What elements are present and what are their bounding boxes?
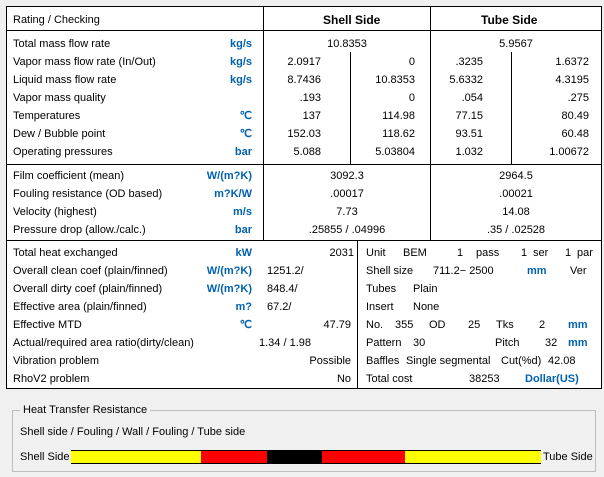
row-label: Fouling resistance (OD based) bbox=[13, 188, 163, 200]
pitch-unit: mm bbox=[568, 337, 588, 349]
tube-out-value: 80.49 bbox=[561, 110, 589, 122]
shell-in-value: 152.03 bbox=[287, 128, 321, 140]
tube-in-value: 77.15 bbox=[455, 110, 483, 122]
shell-in-value: .193 bbox=[299, 92, 321, 104]
resistance-segment-shell-side bbox=[71, 450, 201, 464]
tube-out-value: 60.48 bbox=[561, 128, 589, 140]
row-unit: kg/s bbox=[229, 38, 252, 50]
row-value: 47.79 bbox=[323, 319, 351, 331]
tube-out-value: 1.00672 bbox=[549, 146, 589, 158]
insert-value: None bbox=[413, 301, 440, 313]
tube-value: .35 / .02528 bbox=[486, 224, 546, 236]
row-unit: kg/s bbox=[229, 56, 252, 68]
row-label: Total mass flow rate bbox=[13, 38, 111, 50]
shell-out-value: 114.98 bbox=[382, 110, 415, 122]
divider bbox=[7, 30, 601, 31]
row-value: 1.34 / 1.98 bbox=[259, 337, 311, 349]
shell-value: 7.73 bbox=[336, 206, 358, 218]
pitch-label: Pitch bbox=[495, 337, 520, 349]
shell-out-value: 118.62 bbox=[382, 128, 415, 140]
row-unit: kg/s bbox=[229, 74, 252, 86]
total-cost-value: 38253 bbox=[469, 373, 500, 385]
tube-in-value: 93.51 bbox=[455, 128, 483, 140]
row-unit: W/(m?K) bbox=[206, 265, 252, 277]
tube-no-value: 355 bbox=[395, 319, 414, 331]
row-unit: kW bbox=[235, 247, 252, 259]
par-count: 1 bbox=[565, 247, 572, 259]
par-label: par bbox=[577, 247, 593, 259]
row-label: Overall dirty coef (plain/finned) bbox=[13, 283, 163, 295]
resistance-segment-wall bbox=[267, 450, 322, 464]
pattern-label: Pattern bbox=[366, 337, 402, 349]
row-label: Operating pressures bbox=[13, 146, 113, 158]
tube-side-label: Tube Side bbox=[543, 451, 593, 463]
divider bbox=[7, 164, 601, 165]
row-unit: W/(m?K) bbox=[206, 170, 252, 182]
row-unit: m? bbox=[235, 301, 252, 313]
row-label: Actual/required area ratio(dirty/clean) bbox=[13, 337, 194, 349]
cut-label: Cut(%d) bbox=[501, 355, 542, 367]
shell-value: 10.8353 bbox=[327, 38, 367, 50]
shell-in-value: 2.0917 bbox=[287, 56, 321, 68]
tube-value: .00021 bbox=[499, 188, 533, 200]
row-label: Effective MTD bbox=[13, 319, 82, 331]
row-value: 2031 bbox=[329, 247, 354, 259]
od-label: OD bbox=[429, 319, 446, 331]
row-unit: ℃ bbox=[239, 319, 252, 331]
row-label: Temperatures bbox=[13, 110, 81, 122]
row-label: Effective area (plain/finned) bbox=[13, 301, 147, 313]
row-label: Velocity (highest) bbox=[13, 206, 97, 218]
row-unit: ℃ bbox=[239, 128, 252, 140]
shell-value: .25855 / .04996 bbox=[308, 224, 386, 236]
resistance-title: Heat Transfer Resistance bbox=[20, 403, 150, 417]
row-unit: bar bbox=[234, 146, 252, 158]
tks-unit: mm bbox=[568, 319, 588, 331]
tube-side-header: Tube Side bbox=[481, 13, 538, 27]
shell-side-header: Shell Side bbox=[323, 13, 381, 27]
total-cost-label: Total cost bbox=[366, 373, 413, 385]
tube-no-label: No. bbox=[366, 319, 384, 331]
tks-label: Tks bbox=[496, 319, 514, 331]
row-label: Vapor mass quality bbox=[13, 92, 106, 104]
tube-value: 2964.5 bbox=[499, 170, 533, 182]
shell-size-value: 711.2− 2500 bbox=[433, 265, 494, 277]
results-table bbox=[6, 6, 602, 389]
row-unit: bar bbox=[234, 224, 252, 236]
row-value: 848.4/ bbox=[267, 283, 298, 295]
tube-out-value: .275 bbox=[567, 92, 589, 104]
shell-size-label: Shell size bbox=[366, 265, 414, 277]
tube-out-value: 4.3195 bbox=[555, 74, 589, 86]
shell-in-value: 5.088 bbox=[293, 146, 321, 158]
shell-out-value: 5.03804 bbox=[375, 146, 415, 158]
row-label: Vapor mass flow rate (In/Out) bbox=[13, 56, 156, 68]
row-value: No bbox=[336, 373, 351, 385]
row-unit: m/s bbox=[233, 206, 252, 218]
cut-value: 42.08 bbox=[548, 355, 576, 367]
row-value: 1251.2/ bbox=[267, 265, 304, 277]
baffles-label: Baffles bbox=[366, 355, 400, 367]
pitch-value: 32 bbox=[545, 337, 558, 349]
pass-label: pass bbox=[476, 247, 500, 259]
header-title: Rating / Checking bbox=[13, 14, 100, 26]
ser-label: ser bbox=[533, 247, 549, 259]
row-unit: W/(m?K) bbox=[206, 283, 252, 295]
row-label: Total heat exchanged bbox=[13, 247, 118, 259]
row-label: Dew / Bubble point bbox=[13, 128, 106, 140]
unit-value: BEM bbox=[403, 247, 427, 259]
shell-side-label: Shell Side bbox=[20, 451, 70, 463]
shell-orientation: Ver bbox=[570, 265, 587, 277]
shell-out-value: 0 bbox=[408, 92, 415, 104]
shell-in-value: 8.7436 bbox=[287, 74, 321, 86]
row-unit: ℃ bbox=[239, 110, 252, 122]
shell-size-unit: mm bbox=[527, 265, 547, 277]
resistance-segment-tube-side bbox=[405, 450, 541, 464]
shell-in-value: 137 bbox=[302, 110, 321, 122]
resistance-segment-fouling-tube bbox=[322, 450, 405, 464]
resistance-subtitle: Shell side / Fouling / Wall / Fouling / Tube side bbox=[20, 426, 246, 438]
tube-in-value: 5.6332 bbox=[449, 74, 483, 86]
od-value: 25 bbox=[468, 319, 481, 331]
ser-count: 1 bbox=[521, 247, 528, 259]
row-unit: m?K/W bbox=[214, 188, 252, 200]
tubes-value: Plain bbox=[413, 283, 438, 295]
row-value: 67.2/ bbox=[267, 301, 292, 313]
tube-in-value: .054 bbox=[461, 92, 483, 104]
tube-out-value: 1.6372 bbox=[555, 56, 589, 68]
shell-out-value: 0 bbox=[408, 56, 415, 68]
row-label: RhoV2 problem bbox=[13, 373, 90, 385]
tube-value: 5.9567 bbox=[499, 38, 533, 50]
tube-value: 14.08 bbox=[502, 206, 530, 218]
baffles-value: Single segmental bbox=[406, 355, 491, 367]
shell-value: .00017 bbox=[330, 188, 364, 200]
pass-count: 1 bbox=[457, 247, 464, 259]
row-value: Possible bbox=[309, 355, 351, 367]
tube-in-value: 1.032 bbox=[455, 146, 483, 158]
row-label: Overall clean coef (plain/finned) bbox=[13, 265, 168, 277]
shell-out-value: 10.8353 bbox=[375, 74, 415, 86]
tks-value: 2 bbox=[539, 319, 546, 331]
row-label: Liquid mass flow rate bbox=[13, 74, 117, 86]
pattern-value: 30 bbox=[413, 337, 426, 349]
unit-label: Unit bbox=[366, 247, 386, 259]
resistance-segment-fouling-shell bbox=[201, 450, 267, 464]
shell-value: 3092.3 bbox=[330, 170, 364, 182]
row-label: Film coefficient (mean) bbox=[13, 170, 125, 182]
divider bbox=[357, 240, 358, 388]
row-label: Vibration problem bbox=[13, 355, 100, 367]
row-label: Pressure drop (allow./calc.) bbox=[13, 224, 146, 236]
tube-in-value: .3235 bbox=[455, 56, 483, 68]
divider bbox=[7, 240, 601, 241]
tubes-label: Tubes bbox=[366, 283, 397, 295]
total-cost-unit: Dollar(US) bbox=[525, 373, 579, 385]
insert-label: Insert bbox=[366, 301, 394, 313]
